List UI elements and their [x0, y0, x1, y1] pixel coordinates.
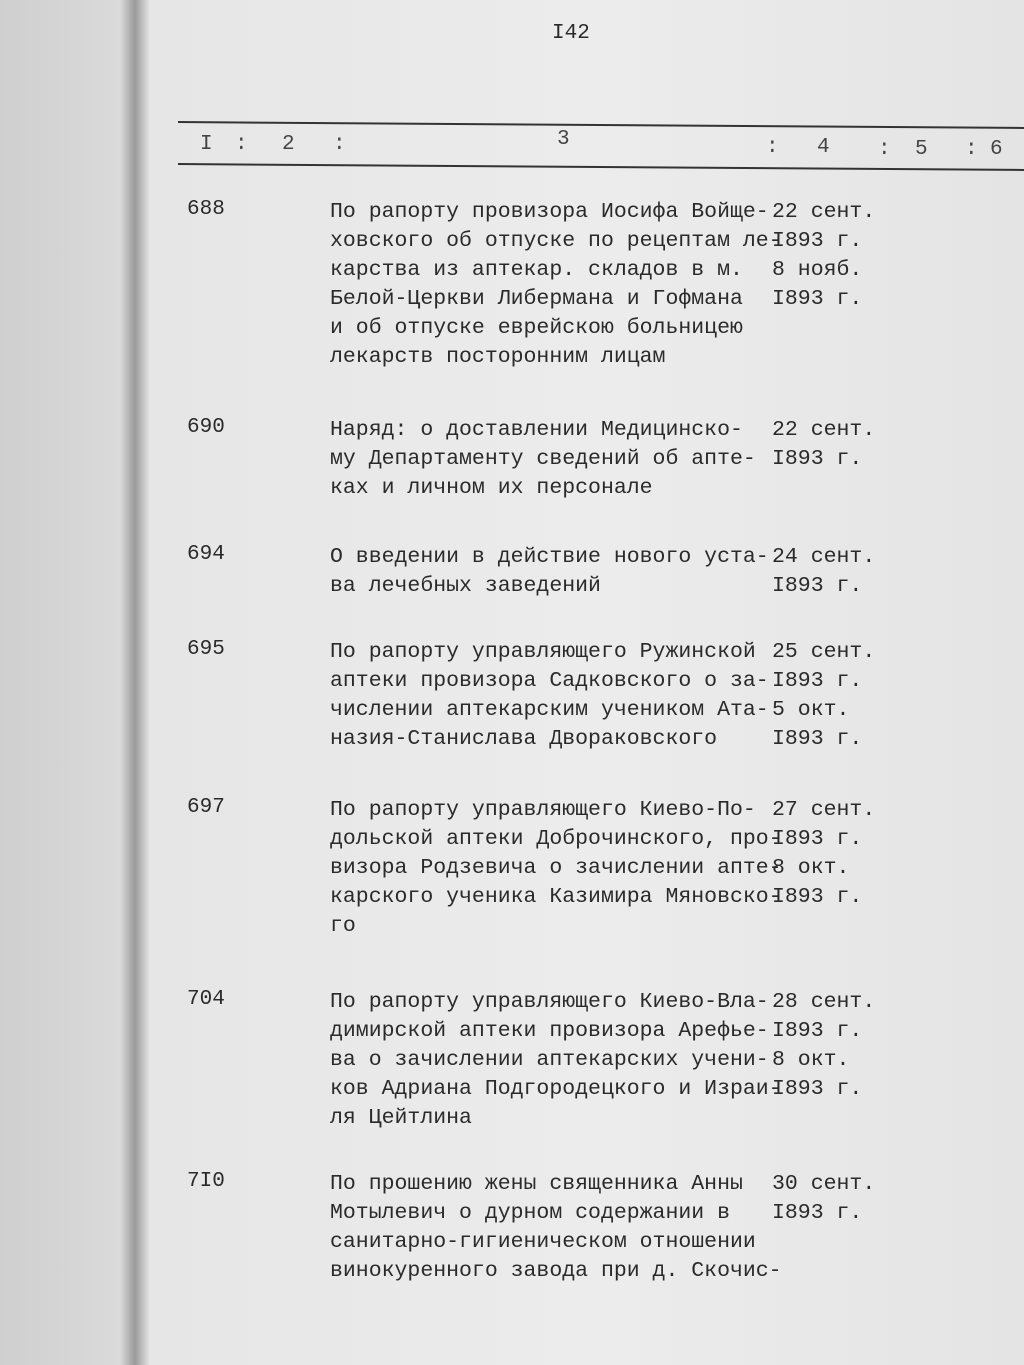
description-line: По прошению жены священника Анны	[330, 1172, 743, 1196]
description-line: По рапорту провизора Иосифа Войще-	[330, 200, 769, 224]
date-line: I893 г.	[772, 1019, 863, 1043]
description-line: Белой-Церкви Либермана и Гофмана	[330, 287, 743, 311]
entry-description	[330, 638, 769, 754]
column-separator: :	[333, 133, 346, 156]
description-line: ля Цейтлина	[330, 1106, 472, 1130]
description-line: ков Адриана Подгородецкого и Израи-	[330, 1077, 782, 1101]
description-line: димирской аптеки провизора Арефье-	[330, 1019, 769, 1043]
column-separator: :	[766, 136, 779, 159]
description-line: По рапорту управляющего Киево-По-	[330, 798, 756, 822]
entry-number: 688	[187, 198, 225, 221]
description-line: аптеки провизора Садковского о за-	[330, 669, 769, 693]
description-line: О введении в действие нового уста-	[330, 545, 769, 569]
column-header-3: 3	[557, 128, 570, 151]
date-line: I893 г.	[772, 669, 863, 693]
entry-description	[330, 198, 782, 372]
date-line: I893 г.	[772, 447, 863, 471]
date-line: 8 окт.	[772, 1048, 850, 1072]
column-separator: :	[965, 138, 978, 161]
description-line: ва лечебных заведений	[330, 574, 601, 598]
date-line: I893 г.	[772, 574, 863, 598]
description-line: Наряд: о доставлении Медицинско-	[330, 418, 743, 442]
entry-dates	[772, 1170, 875, 1228]
description-line: Мотылевич о дурном содержании в	[330, 1201, 730, 1225]
date-line: I893 г.	[772, 229, 863, 253]
date-line: I893 г.	[772, 1077, 863, 1101]
entry-dates	[772, 796, 875, 912]
description-line: ках и личном их персонале	[330, 476, 653, 500]
description-line: винокуренного завода при д. Скочис-	[330, 1259, 782, 1283]
date-line: 27 сент.	[772, 798, 876, 822]
date-line: 28 сент.	[772, 990, 876, 1014]
date-line: I893 г.	[772, 885, 863, 909]
entry-description	[330, 988, 782, 1133]
header-rule-top	[178, 121, 1024, 129]
description-line: ховского об отпуске по рецептам ле-	[330, 229, 782, 253]
date-line: 24 сент.	[772, 545, 876, 569]
date-line: 22 сент.	[772, 418, 876, 442]
column-header-5: 5	[915, 138, 928, 161]
date-line: 25 сент.	[772, 640, 876, 664]
entry-number: 697	[187, 796, 225, 819]
description-line: ва о зачислении аптекарских учени-	[330, 1048, 769, 1072]
entry-dates	[772, 988, 875, 1104]
description-line: дольской аптеки Доброчинского, про-	[330, 827, 782, 851]
description-line: числении аптекарским учеником Ата-	[330, 698, 769, 722]
description-line: По рапорту управляющего Ружинской	[330, 640, 756, 664]
description-line: По рапорту управляющего Киево-Вла-	[330, 990, 769, 1014]
description-line: санитарно-гигиеническом отношении	[330, 1230, 756, 1254]
date-line: I893 г.	[772, 1201, 863, 1225]
column-header-2: 2	[282, 133, 295, 156]
description-line: карства из аптекар. складов в м.	[330, 258, 743, 282]
page-number: I42	[552, 22, 590, 45]
entry-number: 695	[187, 638, 225, 661]
column-header-1: I	[200, 133, 213, 156]
date-line: I893 г.	[772, 827, 863, 851]
entry-dates	[772, 416, 875, 474]
entry-number: 7I0	[187, 1170, 225, 1193]
description-line: визора Родзевича о зачислении апте-	[330, 856, 782, 880]
entry-description	[330, 796, 782, 941]
header-rule-bottom	[178, 163, 1024, 171]
entry-dates	[772, 638, 875, 754]
date-line: 30 сент.	[772, 1172, 876, 1196]
date-line: 8 окт.	[772, 856, 850, 880]
description-line: назия-Станислава Двораковского	[330, 727, 718, 751]
entry-description	[330, 543, 769, 601]
entry-number: 690	[187, 416, 225, 439]
description-line: и об отпуске еврейскою больницею	[330, 316, 743, 340]
entry-description	[330, 416, 756, 503]
column-header-4: 4	[817, 136, 830, 159]
date-line: I893 г.	[772, 727, 863, 751]
entry-number: 694	[187, 543, 225, 566]
column-header-6: 6	[990, 138, 1003, 161]
column-separator: :	[235, 133, 248, 156]
date-line: I893 г.	[772, 287, 863, 311]
entry-dates	[772, 543, 875, 601]
column-separator: :	[878, 138, 891, 161]
date-line: 5 окт.	[772, 698, 850, 722]
entry-description	[330, 1170, 782, 1286]
entry-number: 704	[187, 988, 225, 1011]
description-line: карского ученика Казимира Мяновско-	[330, 885, 782, 909]
date-line: 8 нояб.	[772, 258, 863, 282]
description-line: му Департаменту сведений об апте-	[330, 447, 756, 471]
entry-dates	[772, 198, 875, 314]
description-line: лекарств посторонним лицам	[330, 345, 666, 369]
description-line: го	[330, 914, 356, 938]
date-line: 22 сент.	[772, 200, 876, 224]
